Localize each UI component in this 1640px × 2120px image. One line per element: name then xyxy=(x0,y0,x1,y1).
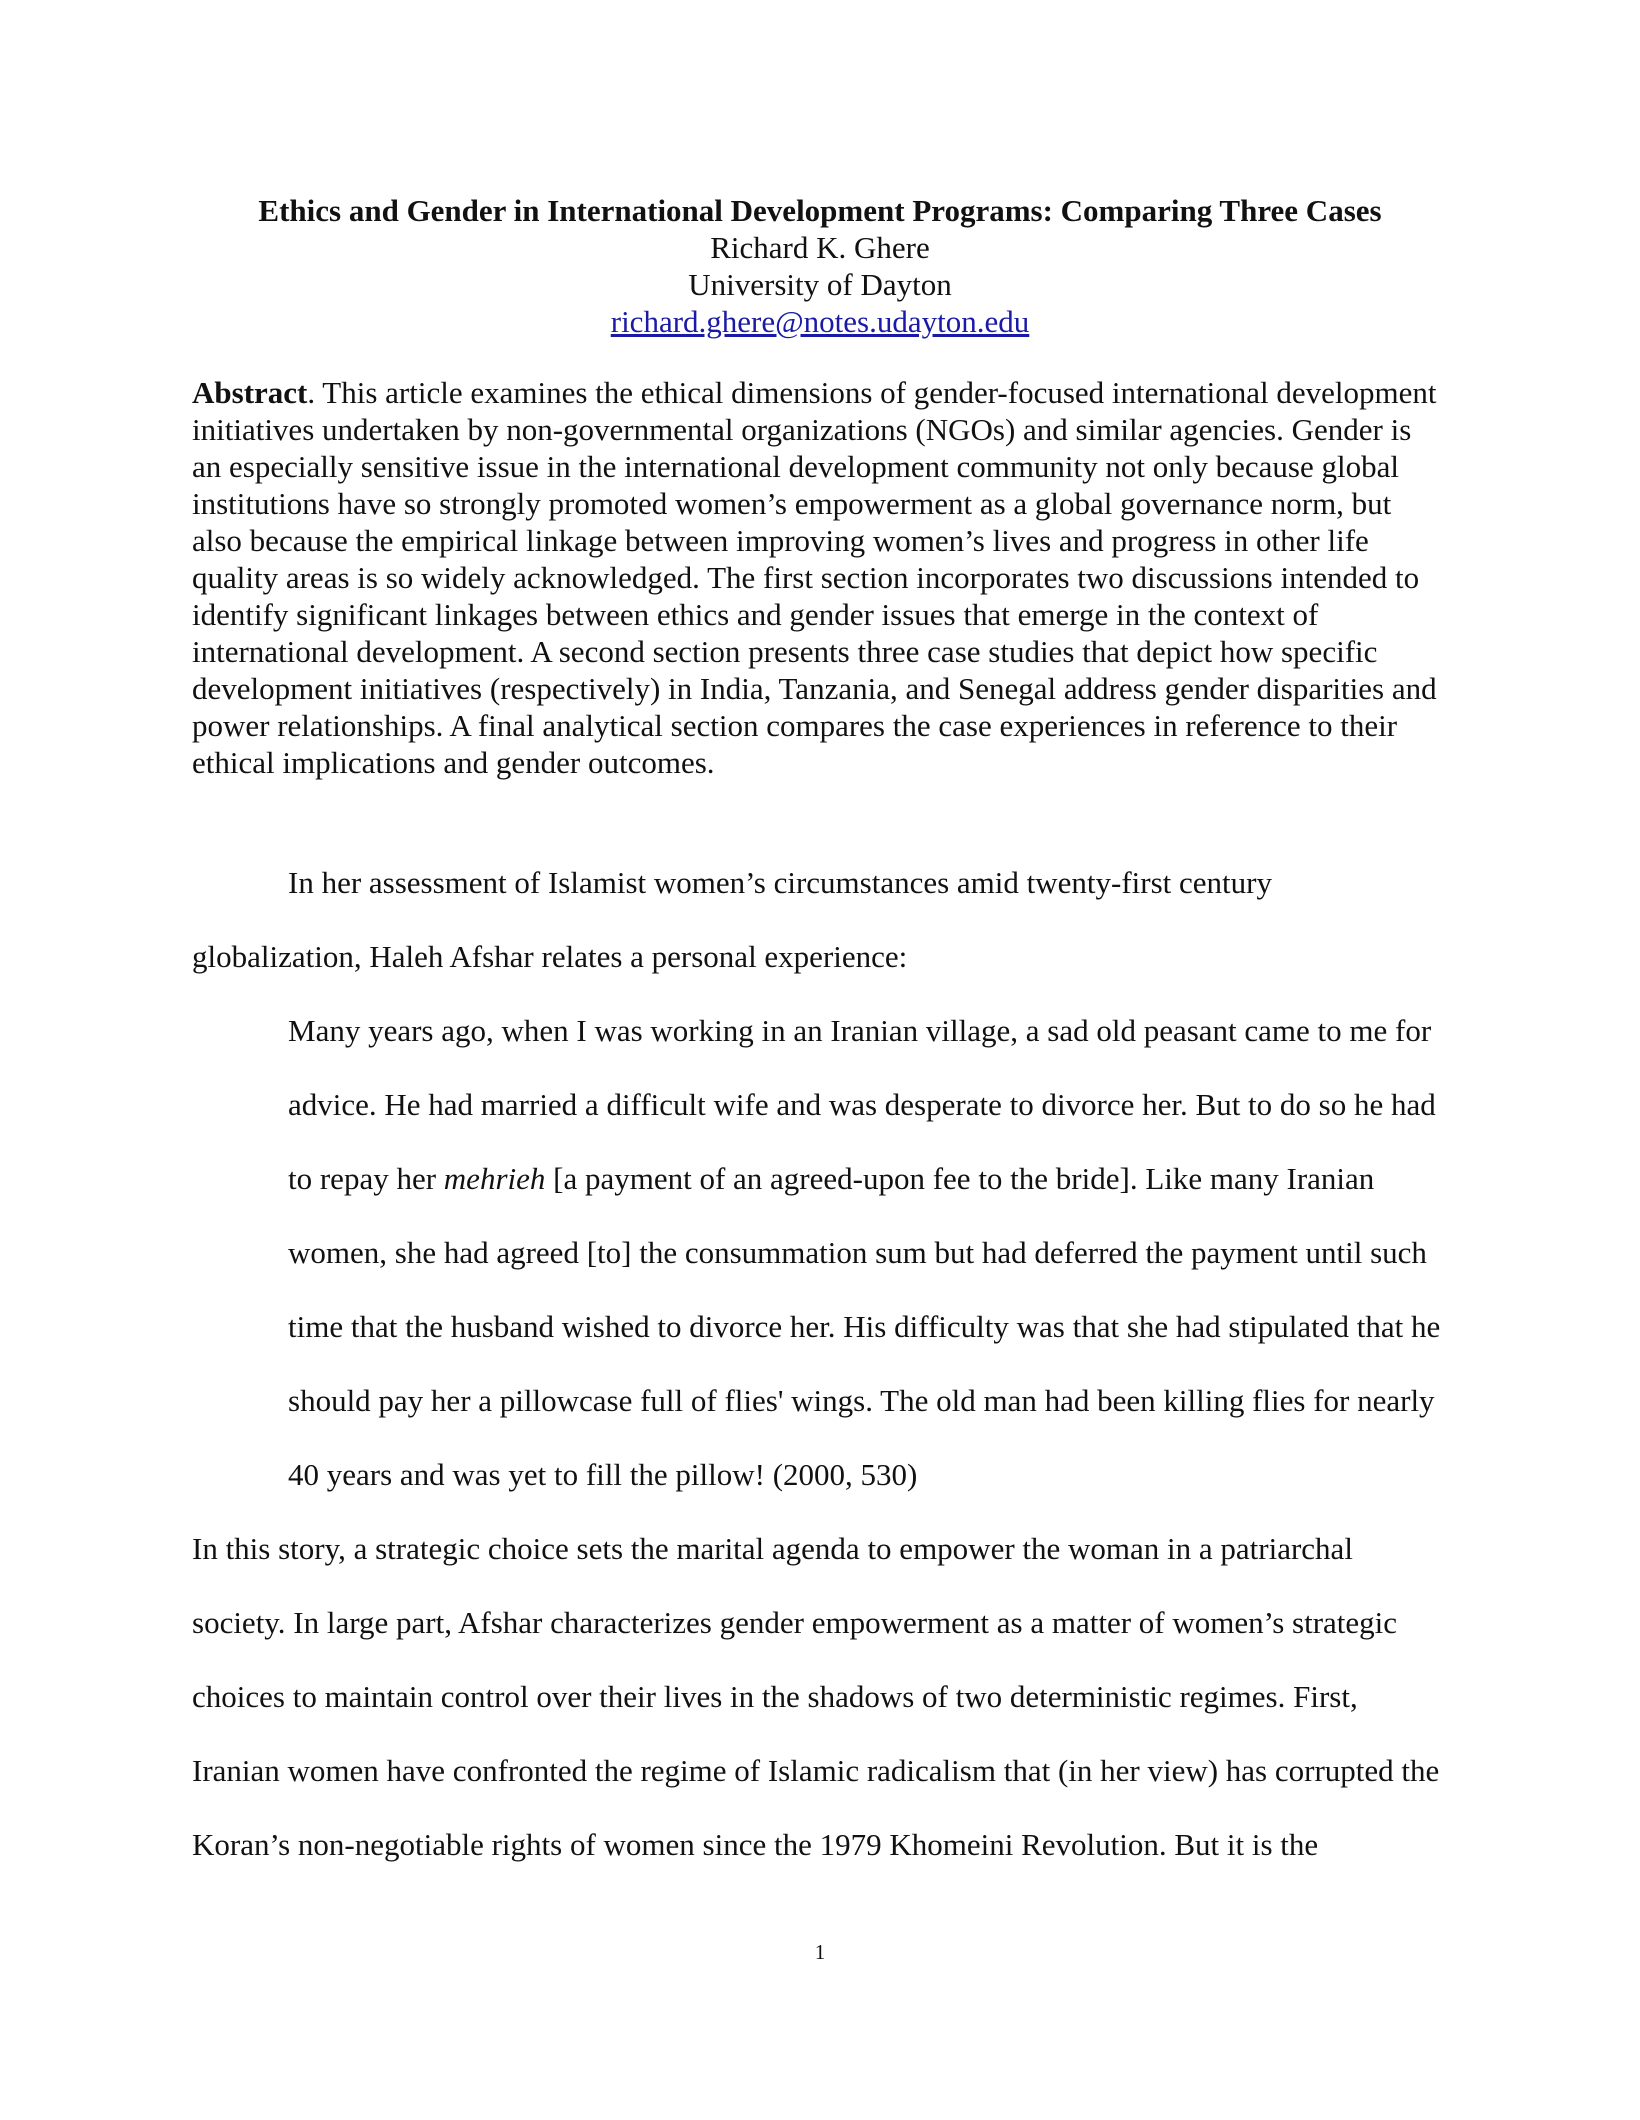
author-name: Richard K. Ghere xyxy=(710,230,930,265)
paper-title: Ethics and Gender in International Development Programs: Comparing Three Cases xyxy=(258,193,1382,228)
quote-text-after: [a payment of an agreed-upon fee to the bride]. Like many Iranian women, she had agreed [to] the consummation sum but had deferred the payment until such time that the husband wished to divorce her. His difficulty was that she had stipulated that he should pay her a pillowcase full of flies' wings. The old man had been killing flies for nearly 40 years and was yet to fill the pillow! (2000, 530) xyxy=(288,1161,1441,1492)
abstract-text: . This article examines the ethical dimensions of gender-focused international development initiatives undertaken by non-governmental organizations (NGOs) and similar agencies. Gender is an especially sensitive issue in the international development community not only because global institutions have so strongly promoted women’s empowerment as a global governance norm, but also because the empirical linkage between improving women’s lives and progress in other life quality areas is so widely acknowledged. The first section incorporates two discussions intended to identify significant linkages between ethics and gender issues that emerge in the context of international development. A second section presents three case studies that depict how specific development initiatives (respectively) in India, Tanzania, and Senegal address gender disparities and power relationships. A final analytical section compares the case experiences in reference to their ethical implications and gender outcomes. xyxy=(192,375,1437,780)
intro-paragraph: In her assessment of Islamist women’s circumstances amid twenty-first century globalization, Haleh Afshar relates a personal experience: xyxy=(192,865,1272,974)
abstract-label: Abstract xyxy=(192,375,308,410)
page-number: 1 xyxy=(814,1940,826,1964)
body-text xyxy=(192,846,1448,1882)
quote-italic-term: mehrieh xyxy=(443,1161,546,1196)
author-affiliation: University of Dayton xyxy=(688,267,952,302)
paper-header xyxy=(192,192,1448,340)
abstract xyxy=(192,374,1448,781)
continuation-paragraph: In this story, a strategic choice sets the marital agenda to empower the woman in a patriarchal society. In large part, Afshar characterizes gender empowerment as a matter of women’s strategic choices to maintain control over their lives in the shadows of two deterministic regimes. First, Iranian women have confronted the regime of Islamic radicalism that (in her view) has corrupted the Koran’s non-negotiable rights of women since the 1979 Khomeini Revolution. But it is the xyxy=(192,1531,1440,1862)
author-email-link[interactable]: richard.ghere@notes.udayton.edu xyxy=(610,304,1030,339)
block-quote xyxy=(288,994,1448,1512)
quote-text-before: Many years ago, when I was working in an Iranian village, a sad old peasant came to me for advice. He had married a difficult wife and was desperate to divorce her. But to do so he had to repay her xyxy=(288,1013,1436,1196)
